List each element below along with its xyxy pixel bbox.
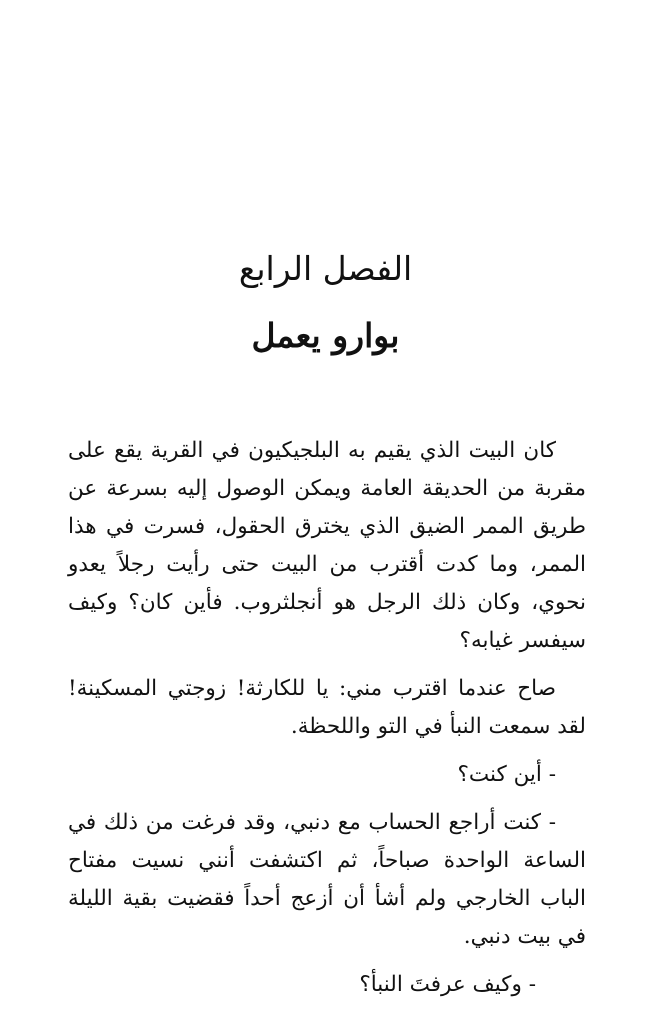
paragraph-exclamation: صاح عندما اقترب مني: يا للكارثة! زوجتي المسكينة! لقد سمعت النبأ في التو واللحظة. (68, 676, 586, 739)
chapter-title: الفصل الرابع (238, 249, 413, 288)
paragraph-narration: كان البيت الذي يقيم به البلجيكيون في القرية يقع على مقربة من الحديقة العامة ويمكن الوصول إليه بسرعة عن طريق الممر الضيق الذي يخترق الحقول، فسرت في هذا الممر، وما كدت أقترب من البيت حتى رأيت رجلاً يعدو نحوي، وكان ذلك الرجل هو أنجلثروب. فأين كان؟ وكيف سيفسر غيابه؟ (68, 438, 586, 653)
chapter-subtitle: بوارو يعمل (251, 316, 400, 355)
dialog-line-followup: - وكيف عرفتَ النبأ؟ (359, 972, 536, 997)
chapter-body (68, 432, 586, 1014)
dialog-line-question: - أين كنت؟ (457, 762, 556, 787)
dialog-line-answer: - كنت أراجع الحساب مع دنبي، وقد فرغت من ذلك في الساعة الواحدة صباحاً، ثم اكتشفت أنني نسيت مفتاح الباب الخارجي ولم أشأ أن أزعج أحداً فقضيت بقية الليلة في بيت دنبي. (68, 810, 586, 949)
